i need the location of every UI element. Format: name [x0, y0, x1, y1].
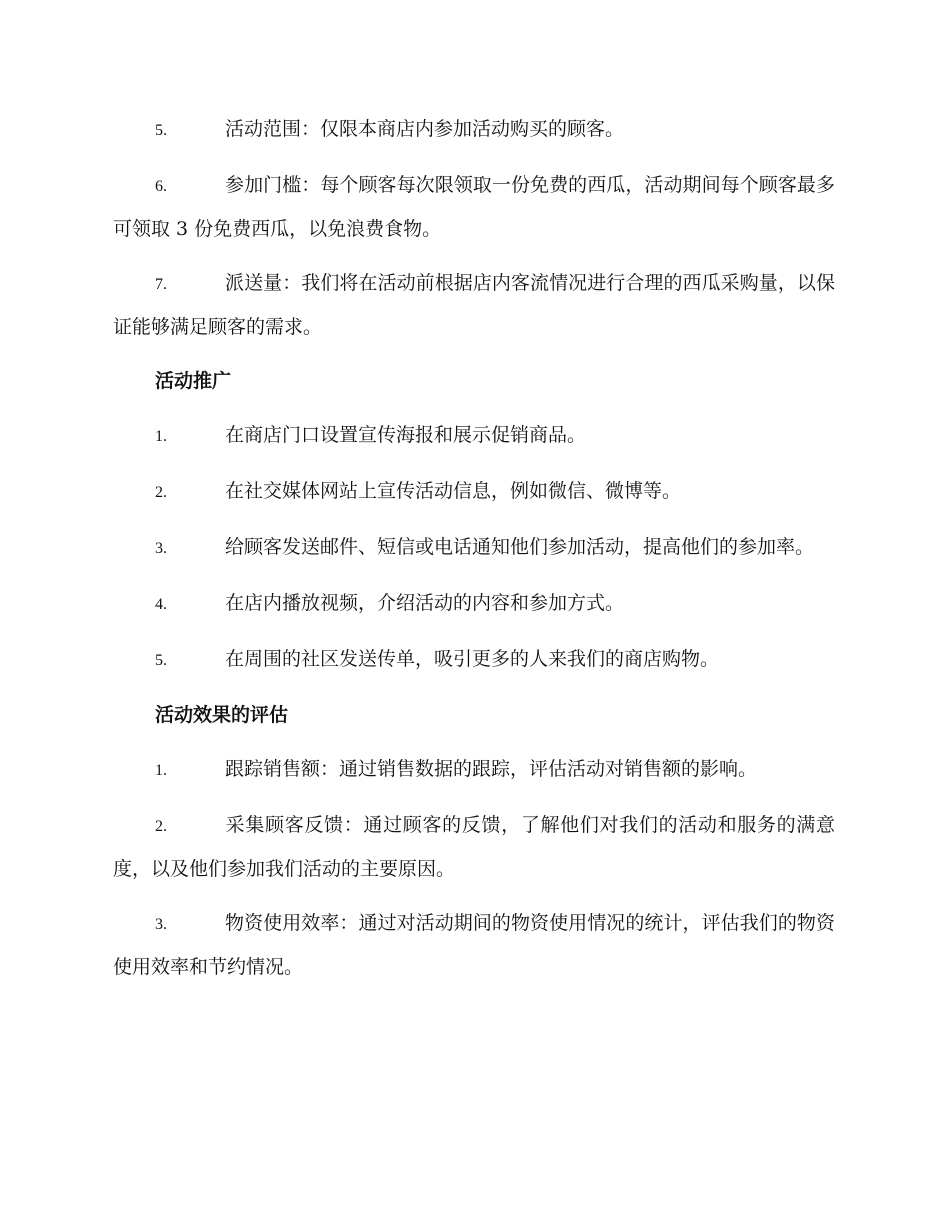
list-item-number: 4.: [155, 596, 167, 613]
list-item: [113, 804, 835, 890]
list-item-number: 5.: [155, 122, 167, 139]
list-item: [113, 108, 835, 152]
list-item-number: 1.: [155, 428, 167, 445]
list-item-number: 7.: [155, 276, 167, 293]
list-item-number: 6.: [155, 178, 167, 195]
list-item: [113, 470, 835, 514]
section-heading-evaluation: 活动效果的评估: [155, 704, 289, 726]
section-heading-promotion: 活动推广: [155, 370, 232, 392]
list-item-text: 活动范围：仅限本商店内参加活动购买的顾客。: [225, 118, 625, 140]
list-item-text: 物资使用效率：通过对活动期间的物资使用情况的统计，评估我们的物资使用效率和节约情况。: [113, 912, 835, 978]
list-item-text: 给顾客发送邮件、短信或电话通知他们参加活动，提高他们的参加率。: [225, 536, 815, 558]
list-item: [113, 748, 835, 792]
list-item-number: 3.: [155, 916, 167, 933]
list-item: [113, 164, 835, 250]
list-item-text: 采集顾客反馈：通过顾客的反馈，了解他们对我们的活动和服务的满意度，以及他们参加我们活动的主要原因。: [113, 814, 835, 880]
list-item-text: 在店内播放视频，介绍活动的内容和参加方式。: [225, 592, 625, 614]
list-item: [113, 902, 835, 988]
list-item: [113, 414, 835, 458]
list-item-text: 参加门槛：每个顾客每次限领取一份免费的西瓜，活动期间每个顾客最多可领取 3 份免费西瓜，以免浪费食物。: [113, 174, 835, 240]
list-item: [113, 638, 835, 682]
list-item-number: 3.: [155, 540, 167, 557]
list-item-text: 跟踪销售额：通过销售数据的跟踪，评估活动对销售额的影响。: [225, 758, 758, 780]
list-item-number: 5.: [155, 652, 167, 669]
list-item-text: 在社交媒体网站上宣传活动信息，例如微信、微博等。: [225, 480, 682, 502]
list-item: [113, 582, 835, 626]
list-item-text: 派送量：我们将在活动前根据店内客流情况进行合理的西瓜采购量，以保证能够满足顾客的需求。: [113, 272, 835, 338]
list-item-text: 在周围的社区发送传单，吸引更多的人来我们的商店购物。: [225, 648, 720, 670]
list-item-number: 2.: [155, 818, 167, 835]
list-item-number: 2.: [155, 484, 167, 501]
list-item-number: 1.: [155, 762, 167, 779]
document-body: [113, 108, 835, 1000]
list-item-text: 在商店门口设置宣传海报和展示促销商品。: [225, 424, 587, 446]
list-item: [113, 262, 835, 348]
list-item: [113, 526, 835, 570]
